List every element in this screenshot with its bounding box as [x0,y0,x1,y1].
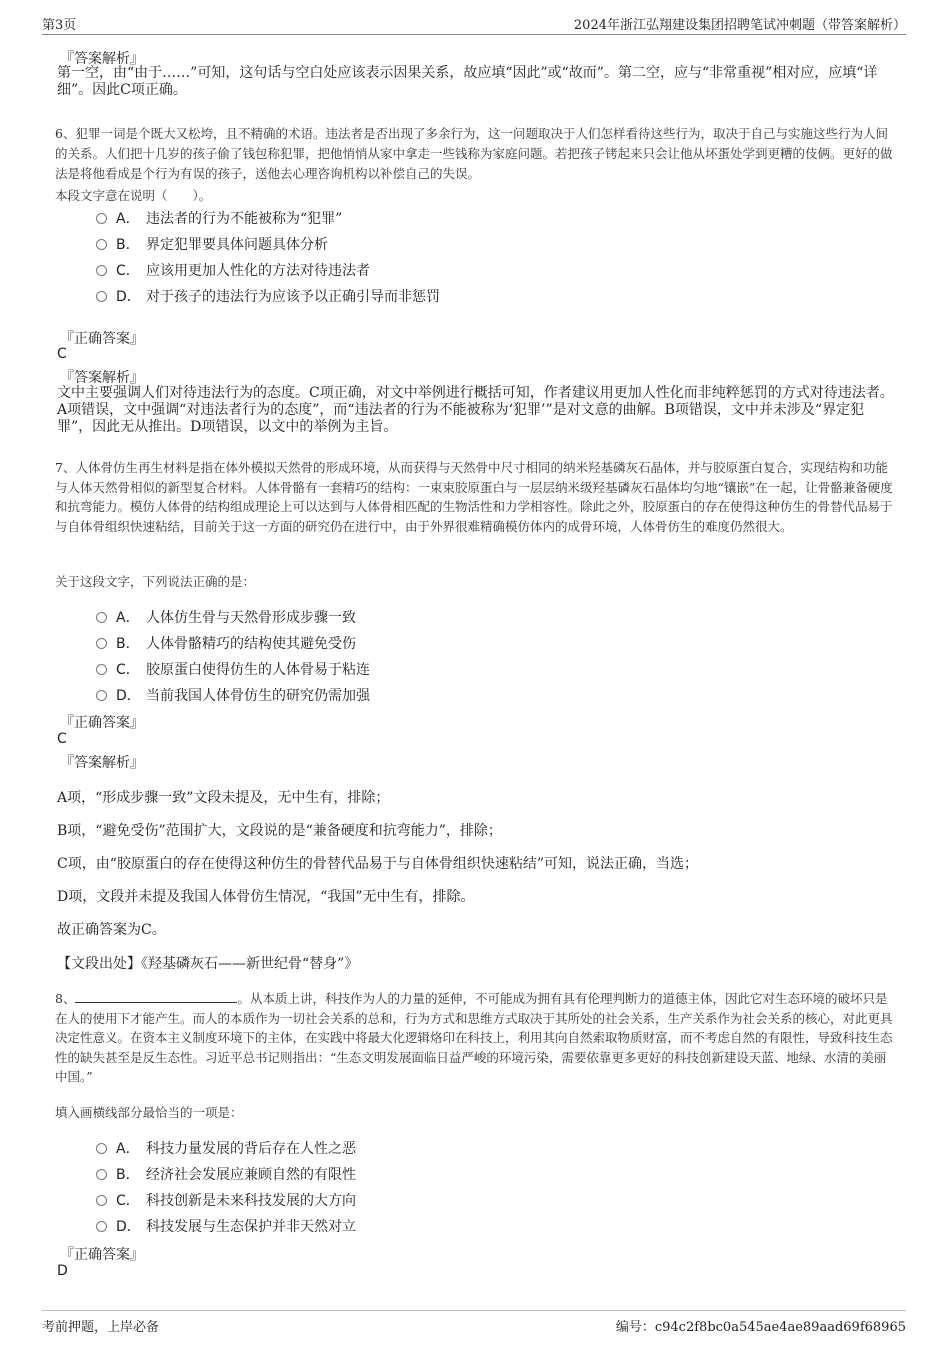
radio-icon[interactable] [96,664,107,675]
q7-source: 【文段出处】《羟基磷灰石——新世纪骨“替身”》 [57,956,359,972]
radio-icon[interactable] [96,265,107,276]
footer-slogan: 考前押题，上岸必备 [42,1320,160,1335]
answer-label: 『正确答案』 [60,715,144,731]
radio-icon[interactable] [96,1195,107,1206]
radio-icon[interactable] [96,291,107,302]
radio-icon[interactable] [96,1221,107,1232]
answer-label: 『正确答案』 [60,1247,144,1263]
question-6-prompt: 本段文字意在说明（ ）。 [55,188,212,203]
question-6-text: 6、犯罪一词是个既大又松垮，且不精确的术语。违法者是否出现了多余行为，这一问题取决于人们怎样看待这些行为，取决于自己与实施这些行为人间的关系。人们把十几岁的孩子偷了钱包称犯罪，把他悄悄从家中拿走一些钱称为家庭问题。若把孩子铐起来只会让他从坏蛋处学到更糟的伎俩。更好的做法是将他看成是个行为有误的孩子，送他去心理咨询机构以补偿自己的失误。 [55,126,893,181]
q7-analysis-line: 故正确答案为C。 [57,922,166,938]
document-id: 编号：c94c2f8bc0a545ae4ae89aad69f68965 [615,1320,906,1335]
q6-analysis: 文中主要强调人们对待违法行为的态度。C项正确，对文中举例进行概括可知，作者建议用更加人性化而非纯粹惩罚的方式对待违法者。A项错误，文中强调“对违法者行为的态度”，而“违法者的行为不能被称为‘犯罪’”是对文意的曲解。B项错误，文中并未涉及“界定犯罪”，因此无从推出。D项错误，以文中的举例为主旨。 [57,385,894,435]
radio-icon[interactable] [96,638,107,649]
q7-answer: C [57,731,67,747]
analysis-label: 『答案解析』 [60,370,144,386]
analysis-label: 『答案解析』 [60,755,144,771]
radio-icon[interactable] [96,1169,107,1180]
radio-icon[interactable] [96,213,107,224]
document-title: 2024年浙江弘翔建设集团招聘笔试冲刺题（带答案解析） [573,18,906,33]
question-7-text: 7、人体骨仿生再生材料是指在体外模拟天然骨的形成环境，从而获得与天然骨中尺寸相同的纳米羟基磷灰石晶体，并与胶原蛋白复合，实现结构和功能与人体天然骨相似的新型复合材料。人体骨骼有一套精巧的结构：一束束胶原蛋白与一层层纳米级羟基磷灰石晶体均匀地“镶嵌”在一起，让骨骼兼备硬度和抗弯能力。模仿人体骨的结构组成理论上可以达到与人体骨相匹配的生物活性和力学相容性。除此之外，胶原蛋白的存在使得这种仿生的骨替代品易于与自体骨组织快速粘结，目前关于这一方面的研究仍在进行中，由于外界很难精确模仿体内的成骨环境，人体骨仿生的难度仍然很大。 [55,460,893,534]
question-7-prompt: 关于这段文字，下列说法正确的是： [55,574,256,589]
radio-icon[interactable] [96,1143,107,1154]
q7-analysis-line: C项，由“胶原蛋白的存在使得这种仿生的骨替代品易于与自体骨组织快速粘结”可知，说法正确，当选； [57,856,699,872]
question-8-number: 8、 [55,991,76,1006]
radio-icon[interactable] [96,690,107,701]
q7-analysis-line: B项，“避免受伤”范围扩大，文段说的是“兼备硬度和抗弯能力”，排除； [57,823,502,839]
page-header [42,12,906,35]
q7-analysis-line: D项，文段并未提及我国人体骨仿生情况，“我国”无中生有，排除。 [57,889,475,905]
q6-answer: C [57,346,67,362]
prev-analysis-text: 第一空，由“由于……”可知，这句话与空白处应该表示因果关系，故应填“因此”或“故而”。第二空，应与“非常重视”相对应，应填“详细”。因此C项正确。 [57,65,878,98]
analysis-label: 『答案解析』 [60,51,144,67]
question-8-body: 。从本质上讲，科技作为人的力量的延伸，不可能成为拥有具有伦理判断力的道德主体，因此它对生态环境的破坏只是在人的使用下才能产生。而人的本质作为一切社会关系的总和，行为方式和思维方式取决于其所处的社会关系，生产关系作为社会关系的核心，对此更具决定性意义。在资本主义制度环境下的主体，在实践中将最大化逻辑烙印在科技上，利用其向自然索取物质财富，而不考虑自然的有限性，导致科技生态性的缺失甚至是反生态性。习近平总书记则指出：“生态文明发展面临日益严峻的环境污染，需要依靠更多更好的科技创新建设天蓝、地绿、水清的美丽中国。” [55,991,893,1084]
page-number: 第3页 [42,18,77,33]
page-footer [42,1310,906,1335]
question-8-text [55,989,897,1087]
answer-label: 『正确答案』 [60,331,144,347]
radio-icon[interactable] [96,239,107,250]
q8-answer: D [57,1263,68,1279]
question-8-prompt: 填入画横线部分最恰当的一项是： [55,1105,243,1120]
q7-analysis-line: A项，“形成步骤一致”文段未提及，无中生有，排除； [57,790,390,806]
radio-icon[interactable] [96,612,107,623]
fill-in-blank [75,990,237,1003]
